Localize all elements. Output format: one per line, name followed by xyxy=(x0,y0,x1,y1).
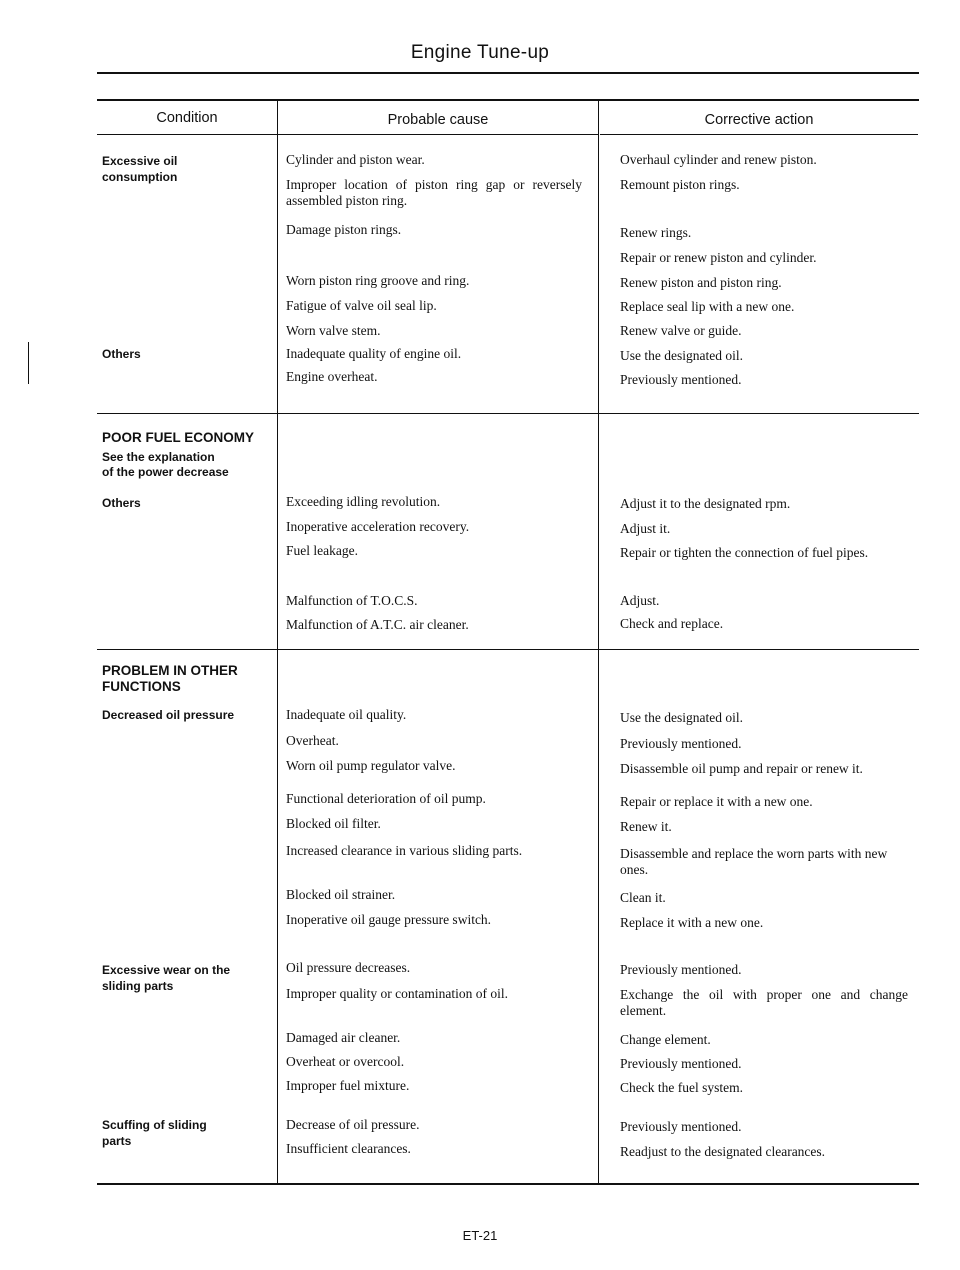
cause-11: Malfunction of T.O.C.S. xyxy=(286,593,418,608)
condition-decreased-oil-pressure: Decreased oil pressure xyxy=(102,708,235,722)
action-24: Change element. xyxy=(620,1032,711,1047)
action-19: Disassemble and replace the worn parts with new ones. xyxy=(620,846,888,877)
cause-15: Worn oil pump regulator valve. xyxy=(286,758,456,773)
action-0: Overhaul cylinder and renew piston. xyxy=(620,152,817,167)
action-16: Disassemble oil pump and repair or renew it. xyxy=(620,761,863,776)
cause-16: Functional deterioration of oil pump. xyxy=(286,791,486,806)
page-title: Engine Tune-up xyxy=(410,42,550,63)
action-26: Check the fuel system. xyxy=(620,1080,743,1095)
action-5: Replace seal lip with a new one. xyxy=(620,299,795,314)
cause-14: Overheat. xyxy=(286,733,339,748)
action-27: Previously mentioned. xyxy=(620,1119,742,1134)
cause-9: Inoperative acceleration recovery. xyxy=(286,519,470,534)
action-3: Repair or renew piston and cylinder. xyxy=(620,250,817,265)
cause-1: Improper location of piston ring gap or reversely assembled piston ring. xyxy=(286,177,582,208)
action-12: Adjust. xyxy=(620,593,660,608)
header-underline-action xyxy=(600,134,918,135)
action-25: Previously mentioned. xyxy=(620,1056,742,1071)
cause-2: Damage piston rings. xyxy=(286,222,402,237)
cause-8: Exceeding idling revolution. xyxy=(286,494,441,509)
cause-0: Cylinder and piston wear. xyxy=(286,152,425,167)
column-header-condition: Condition xyxy=(156,110,218,126)
table-top-rule xyxy=(97,99,919,101)
action-8: Previously mentioned. xyxy=(620,372,742,387)
header-underline-cause xyxy=(278,134,598,135)
action-23: Exchange the oil with proper one and change element. xyxy=(620,987,908,1018)
action-14: Use the designated oil. xyxy=(620,710,743,725)
action-9: Adjust it to the designated rpm. xyxy=(620,496,791,511)
margin-mark xyxy=(28,342,29,384)
condition-others-2: Others xyxy=(102,496,141,510)
table-bottom-rule xyxy=(97,1183,919,1185)
section-rule-fuel xyxy=(97,413,919,414)
column-header-action: Corrective action xyxy=(704,112,814,128)
column-divider-1 xyxy=(277,100,278,1184)
column-divider-2 xyxy=(598,100,599,1184)
cause-4: Fatigue of valve oil seal lip. xyxy=(286,298,437,313)
cause-22: Improper quality or contamination of oil. xyxy=(286,986,508,1001)
cause-10: Fuel leakage. xyxy=(286,543,358,558)
action-2: Renew rings. xyxy=(620,225,692,240)
condition-others-1: Others xyxy=(102,347,141,361)
action-18: Renew it. xyxy=(620,819,672,834)
action-20: Clean it. xyxy=(620,890,666,905)
section-rule-other xyxy=(97,649,919,650)
action-21: Replace it with a new one. xyxy=(620,915,764,930)
action-4: Renew piston and piston ring. xyxy=(620,275,782,290)
action-10: Adjust it. xyxy=(620,521,671,536)
cause-20: Inoperative oil gauge pressure switch. xyxy=(286,912,492,927)
action-13: Check and replace. xyxy=(620,616,724,631)
action-1: Remount piston rings. xyxy=(620,177,740,192)
condition-poor-fuel-economy: POOR FUEL ECONOMY xyxy=(102,430,255,445)
cause-27: Insufficient clearances. xyxy=(286,1141,411,1156)
action-28: Readjust to the designated clearances. xyxy=(620,1144,826,1159)
cause-21: Oil pressure decreases. xyxy=(286,960,411,975)
cause-26: Decrease of oil pressure. xyxy=(286,1117,420,1132)
action-15: Previously mentioned. xyxy=(620,736,742,751)
condition-excessive-wear: Excessive wear on the sliding parts xyxy=(102,963,231,993)
cause-25: Improper fuel mixture. xyxy=(286,1078,410,1093)
header-underline-condition xyxy=(97,134,277,135)
action-11: Repair or tighten the connection of fuel pipes. xyxy=(620,545,869,560)
action-22: Previously mentioned. xyxy=(620,962,742,977)
cause-23: Damaged air cleaner. xyxy=(286,1030,401,1045)
cause-3: Worn piston ring groove and ring. xyxy=(286,273,470,288)
cause-13: Inadequate oil quality. xyxy=(286,707,407,722)
condition-excessive-oil: Excessive oil consumption xyxy=(102,154,178,184)
cause-24: Overheat or overcool. xyxy=(286,1054,405,1069)
action-6: Renew valve or guide. xyxy=(620,323,742,338)
column-header-cause: Probable cause xyxy=(387,112,489,128)
condition-see-explanation: See the explanation of the power decrease xyxy=(102,450,229,479)
cause-6: Inadequate quality of engine oil. xyxy=(286,346,462,361)
cause-5: Worn valve stem. xyxy=(286,323,381,338)
action-17: Repair or replace it with a new one. xyxy=(620,794,813,809)
cause-19: Blocked oil strainer. xyxy=(286,887,396,902)
condition-problem-other: PROBLEM IN OTHER FUNCTIONS xyxy=(102,663,238,694)
cause-12: Malfunction of A.T.C. air cleaner. xyxy=(286,617,469,632)
cause-7: Engine overheat. xyxy=(286,369,378,384)
page-number: ET-21 xyxy=(462,1228,498,1243)
action-7: Use the designated oil. xyxy=(620,348,743,363)
header-rule xyxy=(97,72,919,74)
condition-scuffing: Scuffing of sliding parts xyxy=(102,1118,207,1148)
cause-17: Blocked oil filter. xyxy=(286,816,381,831)
cause-18: Increased clearance in various sliding parts. xyxy=(286,843,523,858)
